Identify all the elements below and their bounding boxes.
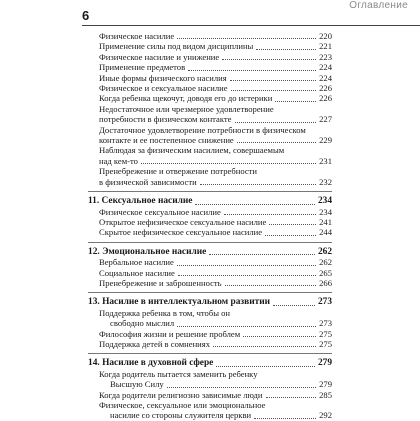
toc-entry — [88, 31, 332, 41]
toc-entry-page: 241 — [319, 216, 332, 227]
toc-entry-page: 227 — [319, 114, 332, 125]
toc-entry-page: 244 — [319, 227, 332, 238]
toc-entry — [88, 52, 332, 62]
toc-entry-page: 273 — [319, 318, 332, 329]
toc-entry-line: Пренебрежение и отвержение потребности — [99, 166, 258, 177]
toc-entry — [88, 135, 332, 145]
toc-entry — [88, 217, 332, 227]
toc-entry — [88, 278, 332, 288]
chapter-title: 12. Эмоциональное насилие — [88, 246, 207, 257]
toc-entry — [88, 329, 332, 339]
toc-entry-page: 234 — [319, 206, 332, 217]
toc-entry-page: 221 — [319, 41, 332, 52]
table-of-contents — [88, 31, 332, 421]
toc-entry-page: 220 — [319, 31, 332, 41]
toc-entry-page: 223 — [319, 51, 332, 62]
toc-entry-label: Открытое нефизическое сексуальное насилие — [99, 216, 267, 227]
toc-entry-label: Пренебрежение и заброшенность — [99, 277, 222, 288]
page-number: 6 — [82, 8, 90, 23]
running-head: Оглавление — [349, 0, 408, 11]
toc-entry-label: Физическое сексуальное насилие — [99, 206, 221, 217]
toc-entry — [88, 379, 332, 389]
toc-entry — [88, 156, 332, 166]
chapter-title: 14. Насилие в духовной сфере — [88, 358, 214, 369]
chapter-title: 11. Сексуальное насилие — [88, 196, 193, 207]
chapter-heading — [88, 247, 332, 257]
toc-entry-label: Применение предметов — [99, 62, 186, 73]
toc-entry-label: Скрытое нефизическое сексуальное насилие — [99, 227, 263, 238]
toc-entry-label: Философия жизни и решение проблем — [99, 328, 241, 339]
toc-entry-label: свободно мыслил — [110, 318, 175, 329]
chapter-page: 279 — [317, 358, 332, 369]
chapter-page: 262 — [317, 246, 332, 257]
toc-entry-page: 224 — [319, 62, 332, 73]
toc-entry-page: 275 — [319, 338, 332, 349]
toc-entry-label: над кем-то — [99, 155, 138, 166]
toc-entry — [88, 268, 332, 278]
toc-entry-page: 292 — [319, 410, 332, 421]
chapter-page: 273 — [317, 297, 332, 308]
toc-entry-page: 262 — [319, 257, 332, 268]
toc-entry-line: Недостаточное или чрезмерное удовлетворение — [99, 103, 274, 114]
toc-entry-label: Вербальное насилие — [99, 257, 174, 268]
toc-entry-line: Физическое, сексуальное или эмоциональное — [99, 400, 266, 410]
toc-entry-page: 232 — [319, 176, 332, 187]
toc-entry-line: Достаточное удовлетворение потребности в физическом — [99, 124, 306, 135]
toc-entry-label: потребности в физическом контакте — [99, 114, 232, 125]
toc-entry-label: контакте и ее постепенное снижение — [99, 135, 234, 146]
toc-entry-label: Высшую Силу — [110, 379, 164, 390]
chapter-heading — [88, 297, 332, 307]
toc-entry — [88, 114, 332, 124]
toc-entry — [88, 318, 332, 328]
toc-entry — [88, 390, 332, 400]
toc-entry-label: Физическое насилие и унижение — [99, 51, 220, 62]
toc-entry-line: Наблюдая за физическим насилием, совершаемым — [99, 145, 285, 156]
toc-entry — [88, 227, 332, 237]
toc-entry-label: Когда родители религиозно зависимые люди — [99, 389, 263, 400]
chapter-page: 234 — [317, 196, 332, 207]
toc-entry — [88, 62, 332, 72]
chapter-heading — [88, 358, 332, 368]
toc-entry-page: 231 — [319, 155, 332, 166]
toc-entry-page: 226 — [319, 93, 332, 104]
toc-entry-label: Физическое насилие — [99, 31, 175, 41]
toc-entry-page: 285 — [319, 389, 332, 400]
toc-entry-page: 275 — [319, 328, 332, 339]
toc-entry — [88, 83, 332, 93]
toc-entry — [88, 73, 332, 83]
chapter-title: 13. Насилие в интеллектуальном развитии — [88, 297, 271, 308]
toc-entry-label: Когда ребенка щекочут, доводя его до истерики — [99, 93, 273, 104]
header-rule — [82, 25, 420, 26]
toc-entry-page: 224 — [319, 72, 332, 83]
toc-entry — [88, 207, 332, 217]
section-divider — [88, 242, 332, 243]
toc-entry — [88, 339, 332, 349]
toc-entry-page: 266 — [319, 277, 332, 288]
toc-entry-page: 226 — [319, 83, 332, 94]
toc-entry-label: в физической зависимости — [99, 176, 197, 187]
toc-entry-label: Социальное насилие — [99, 267, 175, 278]
toc-entry-label: Иные формы физического насилия — [99, 72, 227, 83]
section-divider — [88, 353, 332, 354]
toc-entry-line: Когда родитель пытается заменить ребенку — [99, 368, 258, 379]
toc-entry-line: Поддержка ребенка в том, чтобы он — [99, 307, 231, 318]
section-divider — [88, 292, 332, 293]
toc-entry-label: Поддержка детей в сомнениях — [99, 338, 211, 349]
toc-entry — [88, 410, 332, 420]
toc-entry — [88, 177, 332, 187]
section-divider — [88, 191, 332, 192]
toc-entry — [88, 93, 332, 103]
toc-entry-label: насилие со стороны служителя церкви — [110, 410, 252, 421]
toc-entry-label: Физическое и сексуальное насилие — [99, 83, 228, 94]
toc-entry-page: 229 — [319, 135, 332, 146]
toc-entry-page: 265 — [319, 267, 332, 278]
toc-entry — [88, 257, 332, 267]
chapter-heading — [88, 196, 332, 206]
toc-entry-label: Применение силы под видом дисциплины — [99, 41, 254, 52]
toc-entry-page: 279 — [319, 379, 332, 390]
toc-entry — [88, 41, 332, 51]
